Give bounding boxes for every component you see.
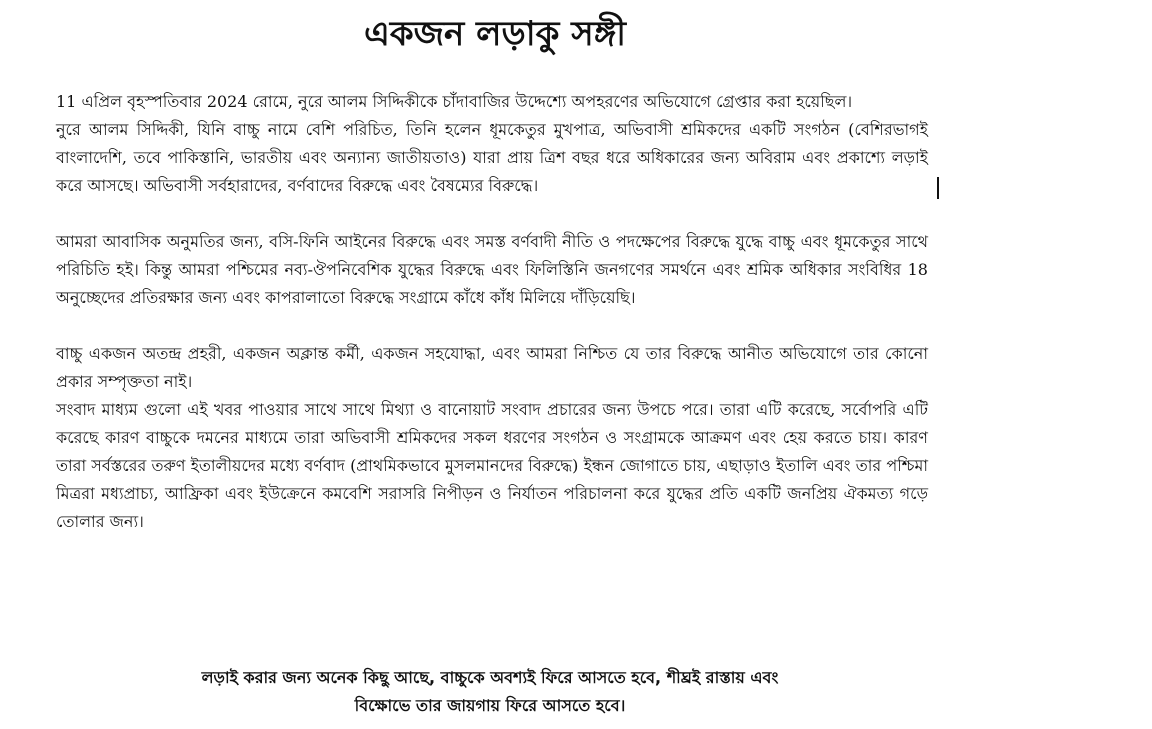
paragraph-spacer — [56, 200, 928, 228]
paragraph-character: বাচ্চু একজন অতন্দ্র প্রহরী, একজন অক্লান্ত কর্মী, একজন সহযোদ্ধা, এবং আমরা নিশ্চিত যে তার বিরুদ্ধে আনীত অভিযোগে তার কোনো প্রকার সম্পৃক্ততা নাই। — [56, 344, 928, 391]
paragraph-spacer — [56, 312, 928, 340]
document-title: একজন লড়াকু সঙ্গী — [363, 14, 627, 54]
closing-line-2: বিক্ষোভে তার জায়গায় ফিরে আসতে হবে। — [354, 696, 626, 715]
paragraph-arrest: 11 এপ্রিল বৃহস্পতিবার 2024 রোমে, নুরে আলম সিদ্দিকীকে চাঁদাবাজির উদ্দেশ্যে অপহরণের অভিযোগে গ্রেপ্তার করা হয়েছিল। — [56, 92, 853, 111]
closing-statement — [60, 664, 920, 720]
paragraph-solidarity: আমরা আবাসিক অনুমতির জন্য, বসি-ফিনি আইনের বিরুদ্ধে এবং সমস্ত বর্ণবাদী নীতি ও পদক্ষেপের বিরুদ্ধে যুদ্ধে বাচ্চু এবং ধূমকেতুর সাথে পরিচিতি হই। কিন্তু আমরা পশ্চিমের নব্য-ঔপনিবেশিক যুদ্ধের বিরুদ্ধে এবং ফিলিস্তিনি জনগণের সমর্থনে এবং শ্রমিক অধিকার সংবিধির 18 অনুচ্ছেদের প্রতিরক্ষার জন্য এবং কাপরালাতো বিরুদ্ধে সংগ্রামে কাঁধে কাঁধ মিলিয়ে দাঁড়িয়েছি। — [56, 232, 928, 307]
paragraph-media: সংবাদ মাধ্যম গুলো এই খবর পাওয়ার সাথে সাথে মিথ্যা ও বানোয়াট সংবাদ প্রচারের জন্য উপচে পরে। তারা এটি করেছে, সর্বোপরি এটি করেছে কারণ বাচ্চুকে দমনের মাধ্যমে তারা অভিবাসী শ্রমিকদের সকল ধরণের সংগঠন ও সংগ্রামকে আক্রমণ এবং হেয় করতে চায়। কারণ তারা সর্বস্তরের তরুণ ইতালীয়দের মধ্যে বর্ণবাদ (প্রাথমিকভাবে মুসলমানদের বিরুদ্ধে) ইন্ধন জোগাতে চায়, এছাড়াও ইতালি এবং তার পশ্চিমা মিত্ররা মধ্যপ্রাচ্য, আফ্রিকা এবং ইউক্রেনে কমবেশি সরাসরি নিপীড়ন ও নির্যাতন পরিচালনা করে যুদ্ধের প্রতি একটি জনপ্রিয় ঐকমত্য গড়ে তোলার জন্য। — [56, 400, 928, 531]
closing-line-1: লড়াই করার জন্য অনেক কিছু আছে, বাচ্চুকে অবশ্যই ফিরে আসতে হবে, শীঘ্রই রাস্তায় এবং — [201, 668, 779, 687]
paragraph-introduction: নুরে আলম সিদ্দিকী, যিনি বাচ্চু নামে বেশি পরিচিত, তিনি হলেন ধূমকেতুর মুখপাত্র, অভিবাসী শ্রমিকদের একটি সংগঠন (বেশিরভাগই বাংলাদেশি, তবে পাকিস্তানি, ভারতীয় এবং অন্যান্য জাতীয়তাও) যারা প্রায় ত্রিশ বছর ধরে অধিকারের জন্য অবিরাম এবং প্রকাশ্যে লড়াই করে আসছে। অভিবাসী সর্বহারাদের, বর্ণবাদের বিরুদ্ধে এবং বৈষম্যের বিরুদ্ধে। — [56, 120, 928, 195]
document-body — [56, 88, 928, 536]
text-cursor — [937, 177, 939, 199]
